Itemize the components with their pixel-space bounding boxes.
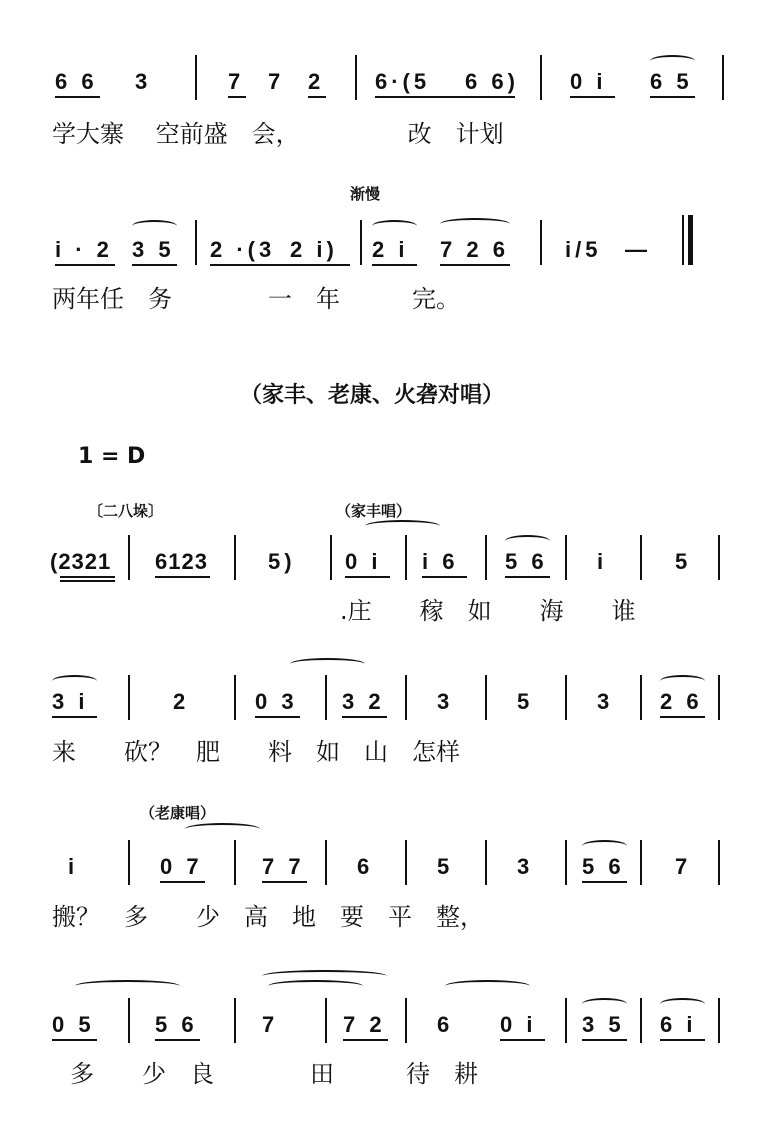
slur bbox=[372, 220, 417, 232]
bar-line bbox=[540, 55, 542, 100]
slur bbox=[290, 658, 365, 670]
note-group: 7 bbox=[262, 1012, 279, 1037]
bar-line bbox=[405, 998, 407, 1043]
voice-label: （老康唱） bbox=[140, 804, 216, 822]
note-group: 2 bbox=[308, 69, 325, 94]
lyrics-line: 来 砍？ 肥 料 如 山 怎样 bbox=[52, 738, 460, 766]
note-group: 7 bbox=[268, 69, 285, 94]
underline bbox=[228, 96, 246, 98]
note-group: 3 5 bbox=[582, 1012, 625, 1037]
underline bbox=[660, 716, 705, 718]
underline bbox=[372, 264, 417, 266]
note-group: i bbox=[597, 549, 608, 574]
note-group: 7 2 6 bbox=[440, 237, 509, 262]
section-header: （家丰、老康、火砻对唱） bbox=[240, 383, 505, 408]
bar-line bbox=[405, 840, 407, 885]
note-group: 6 bbox=[357, 854, 374, 879]
tempo-marking: 渐慢 bbox=[350, 185, 381, 203]
note-group: 5 6 bbox=[505, 549, 548, 574]
bar-line bbox=[128, 535, 130, 580]
bar-line bbox=[128, 675, 130, 720]
bar-line bbox=[718, 535, 720, 580]
underline bbox=[505, 576, 550, 578]
underline bbox=[345, 576, 390, 578]
note-group: 2 6 bbox=[660, 689, 703, 714]
slur bbox=[650, 55, 695, 67]
bar-line bbox=[640, 535, 642, 580]
underline bbox=[160, 881, 205, 883]
note-group: 3 bbox=[135, 69, 152, 94]
bar-line bbox=[485, 535, 487, 580]
note-group: i bbox=[68, 854, 79, 879]
slur bbox=[445, 980, 530, 992]
note-group: 6 bbox=[437, 1012, 454, 1037]
bar-line bbox=[640, 675, 642, 720]
underline bbox=[422, 576, 467, 578]
bar-line bbox=[325, 675, 327, 720]
bar-line bbox=[360, 220, 362, 265]
bar-line bbox=[234, 675, 236, 720]
bar-line bbox=[565, 998, 567, 1043]
bar-line bbox=[128, 840, 130, 885]
underline bbox=[500, 1039, 545, 1041]
underline bbox=[60, 576, 115, 578]
bar-line bbox=[722, 55, 724, 100]
slur bbox=[660, 675, 705, 687]
slur bbox=[582, 840, 627, 852]
note-group: — bbox=[625, 237, 651, 262]
key-signature: 1 = D bbox=[78, 444, 146, 469]
final-bar-line bbox=[688, 215, 693, 265]
underline bbox=[650, 96, 695, 98]
underline bbox=[132, 264, 177, 266]
note-group: 6123 bbox=[155, 549, 208, 574]
bar-line bbox=[718, 840, 720, 885]
note-group: 3 bbox=[517, 854, 534, 879]
underline bbox=[52, 1039, 97, 1041]
note-group: i 6 bbox=[422, 549, 459, 574]
lyrics-line: 搬？ 多 少 高 地 要 平 整， bbox=[52, 903, 484, 931]
note-group: 0 7 bbox=[160, 854, 203, 879]
note-group: 5 6 bbox=[155, 1012, 198, 1037]
lyrics-line: 学大寨 空前盛 会， 改 计划 bbox=[52, 120, 504, 148]
underline bbox=[60, 580, 115, 582]
underline bbox=[155, 576, 210, 578]
note-group: 6·(5 bbox=[375, 69, 431, 94]
slur bbox=[75, 980, 180, 992]
bar-line bbox=[565, 840, 567, 885]
note-group: 7 2 bbox=[343, 1012, 386, 1037]
lyrics-line: 两年任 务 一 年 完。 bbox=[52, 285, 460, 313]
slur bbox=[660, 998, 705, 1010]
bar-line bbox=[195, 220, 197, 265]
note-group: 2 ·(3 bbox=[210, 237, 276, 262]
bar-line bbox=[718, 675, 720, 720]
note-group: 7 7 bbox=[262, 854, 305, 879]
note-group: 3 bbox=[437, 689, 454, 714]
bar-line bbox=[485, 840, 487, 885]
bar-line bbox=[234, 998, 236, 1043]
bar-line bbox=[565, 675, 567, 720]
note-group: 7 bbox=[675, 854, 692, 879]
bar-line bbox=[485, 675, 487, 720]
section-mark: 〔二八垛〕 bbox=[88, 502, 164, 520]
note-group: 2 i bbox=[372, 237, 409, 262]
note-group: 0 i bbox=[345, 549, 382, 574]
bar-line bbox=[234, 535, 236, 580]
bar-line bbox=[405, 675, 407, 720]
underline bbox=[308, 96, 326, 98]
note-group: 2 bbox=[173, 689, 190, 714]
note-group: 0 i bbox=[500, 1012, 537, 1037]
slur bbox=[582, 998, 627, 1010]
voice-label: （家丰唱） bbox=[336, 502, 412, 520]
underline bbox=[210, 264, 350, 266]
note-group: 0 i bbox=[570, 69, 607, 94]
note-group: 7 bbox=[228, 69, 245, 94]
note-group: 3 2 bbox=[342, 689, 385, 714]
bar-line bbox=[565, 535, 567, 580]
slur bbox=[505, 535, 550, 547]
slur bbox=[440, 218, 510, 230]
note-group: i · 2 bbox=[55, 237, 113, 262]
note-group: 5 bbox=[437, 854, 454, 879]
note-group: (2321 bbox=[50, 549, 112, 574]
note-group: 6 6) bbox=[465, 69, 519, 94]
slur bbox=[365, 520, 440, 532]
underline bbox=[342, 716, 387, 718]
note-group: 3 bbox=[597, 689, 614, 714]
note-group: 0 5 bbox=[52, 1012, 95, 1037]
underline bbox=[52, 716, 97, 718]
note-group: 0 3 bbox=[255, 689, 298, 714]
bar-line bbox=[325, 840, 327, 885]
underline bbox=[55, 264, 115, 266]
underline bbox=[155, 1039, 200, 1041]
underline bbox=[375, 96, 515, 98]
slur bbox=[132, 220, 177, 232]
note-group: 5) bbox=[268, 549, 296, 574]
lyrics-line: .庄 稼 如 海 谁 bbox=[340, 597, 636, 625]
bar-line bbox=[325, 998, 327, 1043]
note-group: 6 i bbox=[660, 1012, 697, 1037]
note-group: 5 6 bbox=[582, 854, 625, 879]
bar-line bbox=[640, 840, 642, 885]
bar-line bbox=[682, 215, 684, 265]
note-group: 6 6 bbox=[55, 69, 98, 94]
note-group: 3 i bbox=[52, 689, 89, 714]
note-group: 5 bbox=[517, 689, 534, 714]
bar-line bbox=[330, 535, 332, 580]
note-group: 2 i) bbox=[290, 237, 338, 262]
note-group: 6 5 bbox=[650, 69, 693, 94]
bar-line bbox=[128, 998, 130, 1043]
bar-line bbox=[640, 998, 642, 1043]
underline bbox=[570, 96, 615, 98]
underline bbox=[582, 881, 627, 883]
note-group: i/5 bbox=[565, 237, 602, 262]
bar-line bbox=[540, 220, 542, 265]
bar-line bbox=[355, 55, 357, 100]
note-group: 3 5 bbox=[132, 237, 175, 262]
underline bbox=[582, 1039, 627, 1041]
slur bbox=[185, 823, 260, 835]
slur bbox=[268, 980, 363, 992]
bar-line bbox=[718, 998, 720, 1043]
note-group: 5 bbox=[675, 549, 692, 574]
underline bbox=[55, 96, 100, 98]
slur bbox=[52, 675, 97, 687]
underline bbox=[343, 1039, 388, 1041]
underline bbox=[660, 1039, 705, 1041]
underline bbox=[262, 881, 307, 883]
bar-line bbox=[405, 535, 407, 580]
lyrics-line: 多 少 良 田 待 耕 bbox=[70, 1060, 478, 1088]
underline bbox=[440, 264, 510, 266]
underline bbox=[255, 716, 300, 718]
bar-line bbox=[234, 840, 236, 885]
bar-line bbox=[195, 55, 197, 100]
